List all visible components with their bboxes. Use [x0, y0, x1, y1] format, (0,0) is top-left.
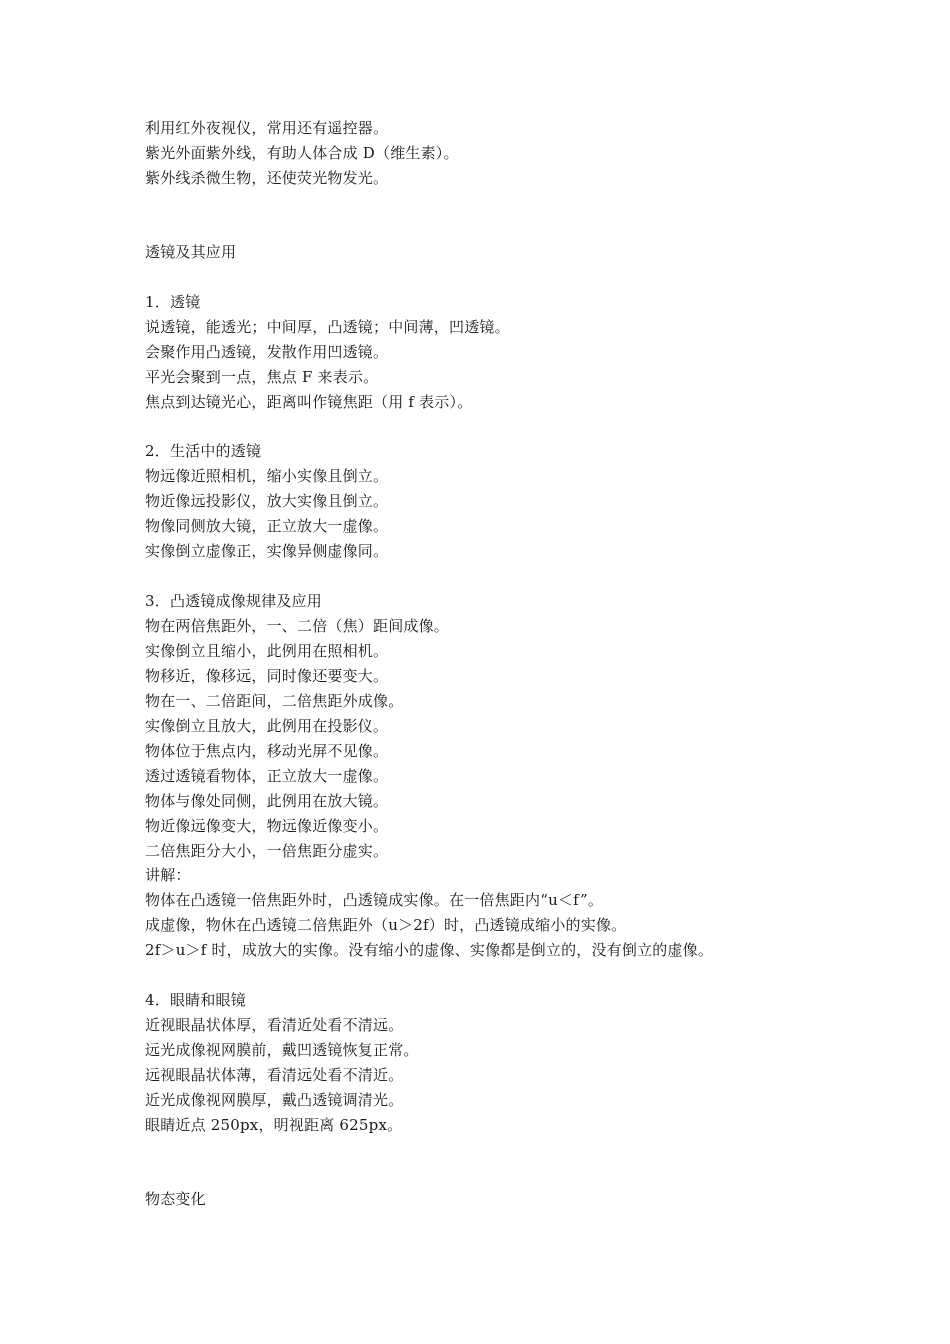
text-line: 平光会聚到一点，焦点 F 来表示。	[145, 368, 379, 386]
text-line: 物近像远投影仪，放大实像且倒立。	[145, 492, 389, 510]
text-line: 2f＞u＞f 时，成放大的实像。没有缩小的虚像、实像都是倒立的，没有倒立的虚像。	[145, 941, 714, 959]
text-line: 焦点到达镜光心，距离叫作镜焦距（用 f 表示）。	[145, 393, 473, 411]
text-line: 物体位于焦点内，移动光屏不见像。	[145, 742, 389, 760]
text-line: 物远像近照相机，缩小实像且倒立。	[145, 467, 389, 485]
text-line: 眼睛近点 250px，明视距离 625px。	[145, 1116, 403, 1134]
text-line: 实像倒立且缩小，此例用在照相机。	[145, 642, 389, 660]
text-line: 物体在凸透镜一倍焦距外时，凸透镜成实像。在一倍焦距内“u＜f”。	[145, 891, 604, 909]
text-line: 近视眼晶状体厚，看清近处看不清远。	[145, 1016, 404, 1034]
section-heading: 2．生活中的透镜	[145, 442, 262, 460]
section-heading: 3．凸透镜成像规律及应用	[145, 592, 322, 610]
explanation-label: 讲解：	[145, 866, 191, 884]
text-line: 透过透镜看物体，正立放大一虚像。	[145, 767, 389, 785]
text-line: 远光成像视网膜前，戴凹透镜恢复正常。	[145, 1041, 419, 1059]
text-line: 成虚像，物休在凸透镜二倍焦距外（u＞2f）时，凸透镜成缩小的实像。	[145, 916, 627, 934]
text-line: 紫光外面紫外线，有助人体合成 D（维生素）。	[145, 144, 459, 162]
text-line: 会聚作用凸透镜，发散作用凹透镜。	[145, 343, 389, 361]
text-line: 利用红外夜视仪，常用还有遥控器。	[145, 119, 389, 137]
text-line: 实像倒立虚像正，实像异侧虚像同。	[145, 542, 389, 560]
text-line: 物在一、二倍距间，二倍焦距外成像。	[145, 692, 404, 710]
text-line: 物近像远像变大，物远像近像变小。	[145, 817, 389, 835]
text-line: 物体与像处同侧，此例用在放大镜。	[145, 792, 389, 810]
text-line: 物像同侧放大镜，正立放大一虚像。	[145, 517, 389, 535]
text-line: 近光成像视网膜厚，戴凸透镜调清光。	[145, 1091, 404, 1109]
text-line: 远视眼晶状体薄，看清远处看不清近。	[145, 1066, 404, 1084]
section-heading: 1．透镜	[145, 293, 201, 311]
text-line: 说透镜，能透光；中间厚，凸透镜；中间薄，凹透镜。	[145, 318, 510, 336]
text-line: 实像倒立且放大，此例用在投影仪。	[145, 717, 389, 735]
text-line: 二倍焦距分大小，一倍焦距分虚实。	[145, 842, 389, 860]
text-line: 紫外线杀微生物，还使荧光物发光。	[145, 169, 389, 187]
text-line: 物移近，像移远，同时像还要变大。	[145, 667, 389, 685]
section-title: 透镜及其应用	[145, 243, 237, 261]
text-line: 物在两倍焦距外，一、二倍（焦）距间成像。	[145, 617, 450, 635]
section-heading: 4．眼睛和眼镜	[145, 991, 246, 1009]
section-title: 物态变化	[145, 1190, 206, 1208]
